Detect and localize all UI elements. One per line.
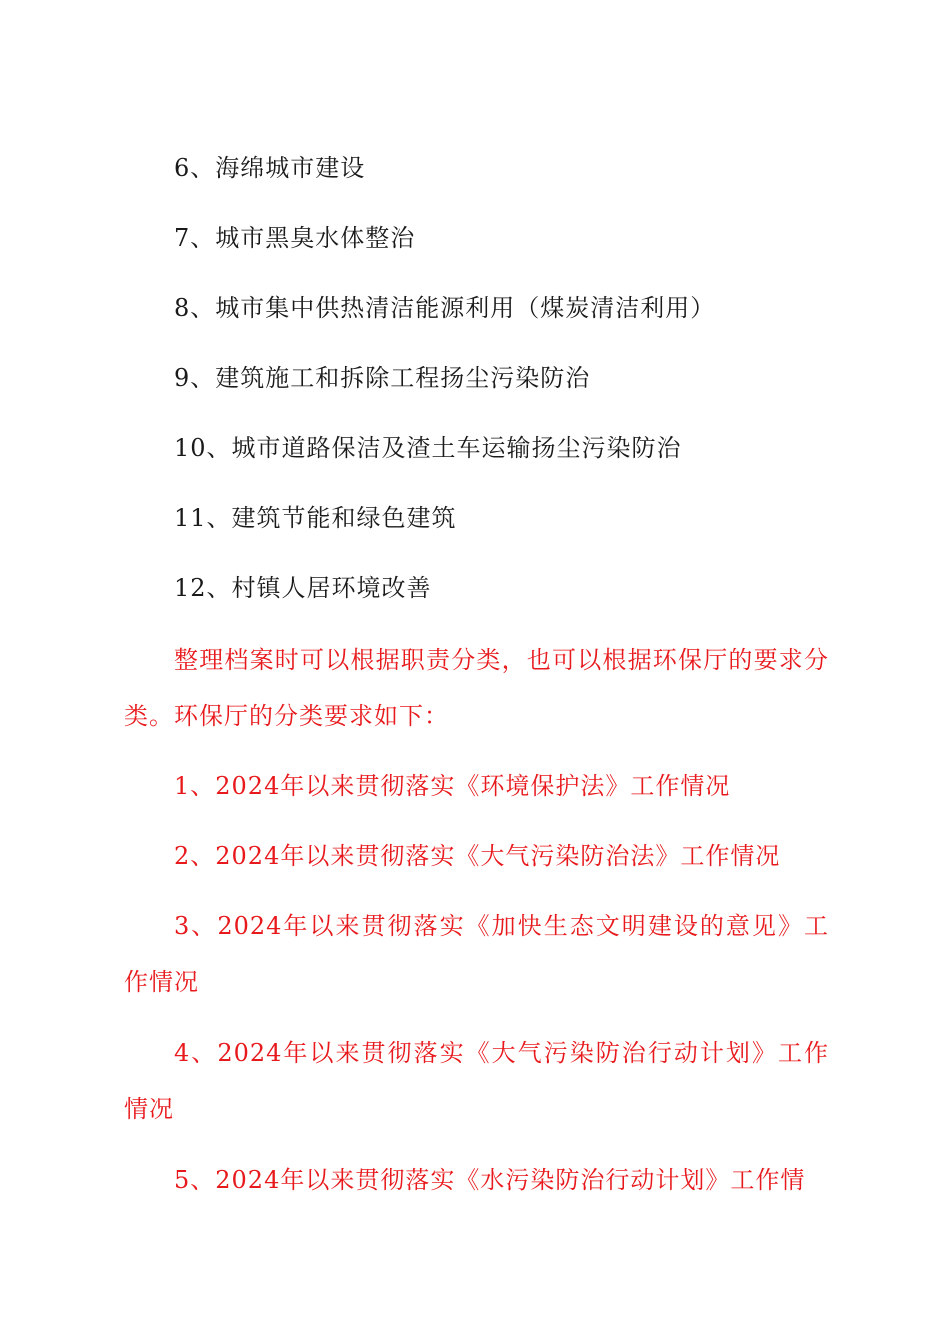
list-item-10: 10、城市道路保洁及渣土车运输扬尘污染防治 [174, 434, 682, 462]
requirement-item-5: 5、2024年以来贯彻落实《水污染防治行动计划》工作情 [174, 1166, 806, 1194]
list-item-7: 7、城市黑臭水体整治 [174, 224, 416, 252]
list-item-8: 8、城市集中供热清洁能源利用（煤炭清洁利用） [174, 294, 716, 322]
list-item-9: 9、建筑施工和拆除工程扬尘污染防治 [174, 364, 591, 392]
requirement-item-1: 1、2024年以来贯彻落实《环境保护法》工作情况 [174, 772, 731, 800]
classification-note-paragraph: 整理档案时可以根据职责分类，也可以根据环保厅的要求分类。环保厅的分类要求如下： [124, 646, 829, 730]
list-item-6: 6、海绵城市建设 [174, 154, 366, 182]
list-item-12: 12、村镇人居环境改善 [174, 574, 432, 602]
requirement-item-2: 2、2024年以来贯彻落实《大气污染防治法》工作情况 [174, 842, 781, 870]
requirement-item-3: 3、2024年以来贯彻落实《加快生态文明建设的意见》工作情况 [124, 912, 829, 996]
list-item-11: 11、建筑节能和绿色建筑 [174, 504, 457, 532]
requirement-item-4: 4、2024年以来贯彻落实《大气污染防治行动计划》工作情况 [124, 1039, 829, 1123]
